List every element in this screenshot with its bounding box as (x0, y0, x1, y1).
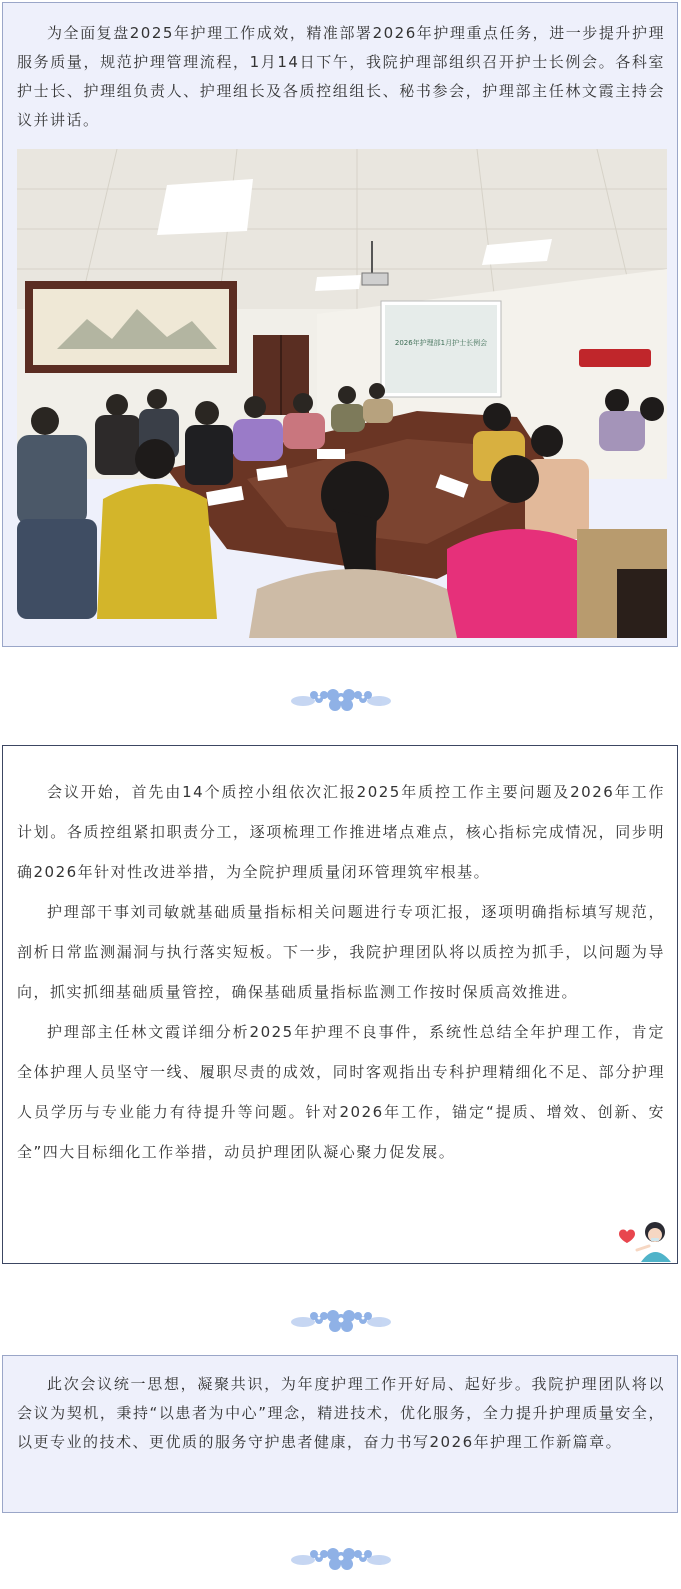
blue-flower-divider-icon (289, 677, 393, 723)
intro-paragraph: 为全面复盘2025年护理工作成效，精准部署2026年护理重点任务，进一步提升护理服务质量，规范护理管理流程，1月14日下午，我院护理部组织召开护士长例会。各科室护士长、护理组负责人、护理组长及各质控组组长、秘书参会，护理部主任林文霞主持会议并讲话。 (17, 24, 665, 129)
nurse-heart-icon (615, 1216, 677, 1262)
details-paragraph-2: 护理部干事刘司敏就基础质量指标相关问题进行专项汇报，逐项明确指标填写规范，剖析日常监测漏洞与执行落实短板。下一步，我院护理团队将以质控为抓手，以问题为导向，抓实抓细基础质量管控，确保基础质量指标监测工作按时保质高效推进。 (17, 903, 665, 1001)
conclusion-paragraph: 此次会议统一思想，凝聚共识，为年度护理工作开好局、起好步。我院护理团队将以会议为契机，秉持“以患者为中心”理念，精进技术，优化服务，全力提升护理质量安全，以更专业的技术、更优质的服务守护患者健康，奋力书写2026年护理工作新篇章。 (17, 1375, 665, 1451)
blue-flower-divider-icon (289, 1536, 393, 1582)
conclusion-panel (2, 1355, 678, 1513)
intro-panel (2, 2, 678, 647)
meeting-photo (17, 149, 667, 638)
screen-text: 2026年护理部1月护士长例会 (394, 339, 488, 347)
meeting-details-panel (2, 745, 678, 1264)
details-paragraph-3: 护理部主任林文霞详细分析2025年护理不良事件，系统性总结全年护理工作，肯定全体护理人员坚守一线、履职尽责的成效，同时客观指出专科护理精细化不足、部分护理人员学历与专业能力有待提升等问题。针对2026年工作，锚定“提质、增效、创新、安全”四大目标细化工作举措，动员护理团队凝心聚力促发展。 (17, 1023, 665, 1161)
details-paragraph-1: 会议开始，首先由14个质控小组依次汇报2025年质控工作主要问题及2026年工作计划。各质控组紧扣职责分工，逐项梳理工作推进堵点难点，核心指标完成情况，同步明确2026年针对性改进举措，为全院护理质量闭环管理筑牢根基。 (17, 783, 665, 881)
details-text (17, 772, 665, 1172)
blue-flower-divider-icon (289, 1298, 393, 1344)
